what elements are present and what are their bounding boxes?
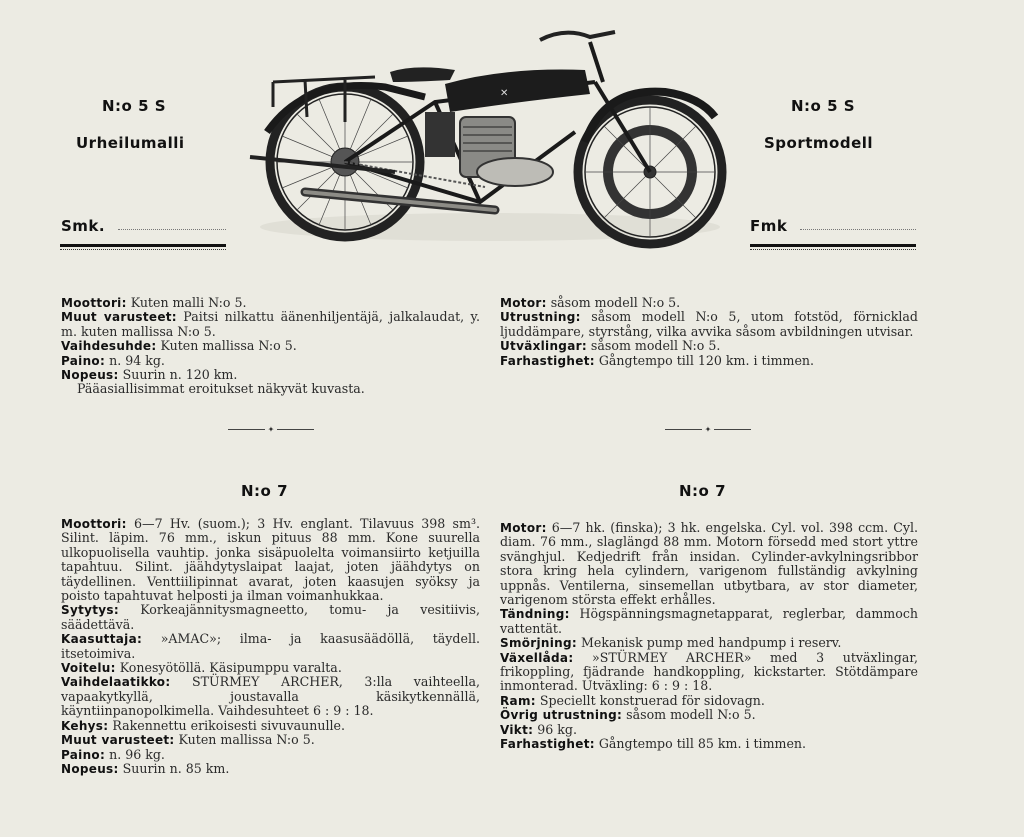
motorcycle-illustration xyxy=(245,22,735,252)
spec-line: Vaihdelaatikko: STÜRMEY ARCHER, 3:lla vaihteella, vapaakytkyllä, joustavalla käsikytkennällä, käyntiinpanopolkimella. Vaihdesuhteet 6 : 9 : 18. xyxy=(61,674,480,719)
price-dotted-line-fi xyxy=(118,229,226,230)
divider-ornament-fi: ✦ xyxy=(228,426,314,434)
spec-line: Nopeus: Suurin n. 120 km. xyxy=(61,367,238,383)
spec-line: Sytytys: Korkeajännitysmagneetto, tomu- ja vesitiivis, säädettävä. xyxy=(61,602,480,632)
spec-line: Nopeus: Suurin n. 85 km. xyxy=(61,760,230,776)
spec-line: Muut varusteet: Kuten mallissa N:o 5. xyxy=(61,732,315,748)
price-dotted-line-sv xyxy=(800,229,916,230)
spec-line: Paino: n. 94 kg. xyxy=(61,352,165,368)
spec-line: Kehys: Rakennettu erikoisesti sivuvaunulle. xyxy=(61,717,346,733)
model-name-fi: Urheilumalli xyxy=(76,134,185,152)
spec-line: Motor: såsom modell N:o 5. xyxy=(500,295,681,310)
spec-fi-7 xyxy=(61,517,480,776)
model-number-sv: N:o 5 S xyxy=(791,97,856,115)
model7-number-sv: N:o 7 xyxy=(679,482,727,500)
spec-line: Voitelu: Konesyötöllä. Käsipumppu varalta. xyxy=(61,660,342,676)
spec-line: Moottori: 6—7 Hv. (suom.); 3 Hv. englant. Tilavuus 398 sm³. Silint. läpim. 76 mm., iskun pituus 88 mm. Kone suurella ulkopuolisella vauhtip. jonka sisäpuolelta voimansiirto ketjuilla tapahtuu. Silint. jäähdytyslaipat laajat, joten jäähdytys on täydellinen. Venttiilipinnat avarat, joten kaasujen syöksy ja poisto tapahtuvat helposti ja ilman voimanhukkaa. xyxy=(61,516,480,604)
spec-note: Pääasiallisimmat eroitukset näkyvät kuvasta. xyxy=(77,381,365,397)
spec-fi-5s xyxy=(61,296,480,397)
divider-ornament-sv: ✦ xyxy=(665,426,751,434)
spec-line: Övrig utrustning: såsom modell N:o 5. xyxy=(500,707,756,723)
header-rule-sv xyxy=(750,244,916,247)
spec-line: Muut varusteet: Paitsi nilkattu äänenhiljentäjä, jalkalaudat, y. m. kuten mallissa N:o 5. xyxy=(61,309,481,339)
spec-line: Paino: n. 96 kg. xyxy=(61,746,165,762)
model-name-sv: Sportmodell xyxy=(764,134,874,152)
spec-line: Vikt: 96 kg. xyxy=(500,721,577,737)
spec-line: Vaihdesuhde: Kuten mallissa N:o 5. xyxy=(61,338,297,354)
model-number-fi: N:o 5 S xyxy=(102,97,167,115)
spec-line: Farhastighet: Gångtempo till 85 km. i timmen. xyxy=(500,736,807,752)
spec-line: Farhastighet: Gångtempo till 120 km. i timmen. xyxy=(500,352,815,368)
spec-line: Moottori: Kuten malli N:o 5. xyxy=(61,295,247,310)
spec-line: Växellåda: »STÜRMEY ARCHER» med 3 utväxlingar, frikoppling, fjädrande handkoppling, kickstarter. Stötdämpare inmonterad. Utväxling: 6 : 9 : 18. xyxy=(500,649,918,694)
spec-line: Tändning: Högspänningsmagnetapparat, reglerbar, dammoch vattentät. xyxy=(500,606,918,636)
price-label-smk: Smk. xyxy=(61,217,106,235)
model7-number-fi: N:o 7 xyxy=(241,482,289,500)
spec-line: Utrustning: såsom modell N:o 5, utom fotstöd, förnicklad ljuddämpare, styrstång, vilka avvika såsom avbildningen utvisar. xyxy=(500,309,918,339)
svg-text:✕: ✕ xyxy=(500,88,509,99)
spec-line: Motor: 6—7 hk. (finska); 3 hk. engelska. Cyl. vol. 398 ccm. Cyl. diam. 76 mm., slaglängd 88 mm. Motorn försedd med stort yttre svänghjul. Kedjedrift från insidan. Cylinder-avkylningsribbor stora kring hela cylindern, varigenom fullständig avkylning uppnås. Ventilerna, sinsemellan utbytbara, av stor diameter, varigenom största effekt erhålles. xyxy=(500,520,918,608)
spec-sv-7 xyxy=(500,521,918,752)
spec-line: Smörjning: Mekanisk pump med handpump i reserv. xyxy=(500,635,842,651)
header-rule-fi xyxy=(60,244,226,247)
price-label-fmk: Fmk xyxy=(750,217,788,235)
spec-line: Kaasuttaja: »AMAC»; ilma- ja kaasusäädöllä, täydell. itsetoimiva. xyxy=(61,631,480,661)
spec-sv-5s xyxy=(500,296,918,368)
spec-line: Utväxlingar: såsom modell N:o 5. xyxy=(500,338,721,354)
spec-line: Ram: Speciellt konstruerad för sidovagn. xyxy=(500,692,765,708)
